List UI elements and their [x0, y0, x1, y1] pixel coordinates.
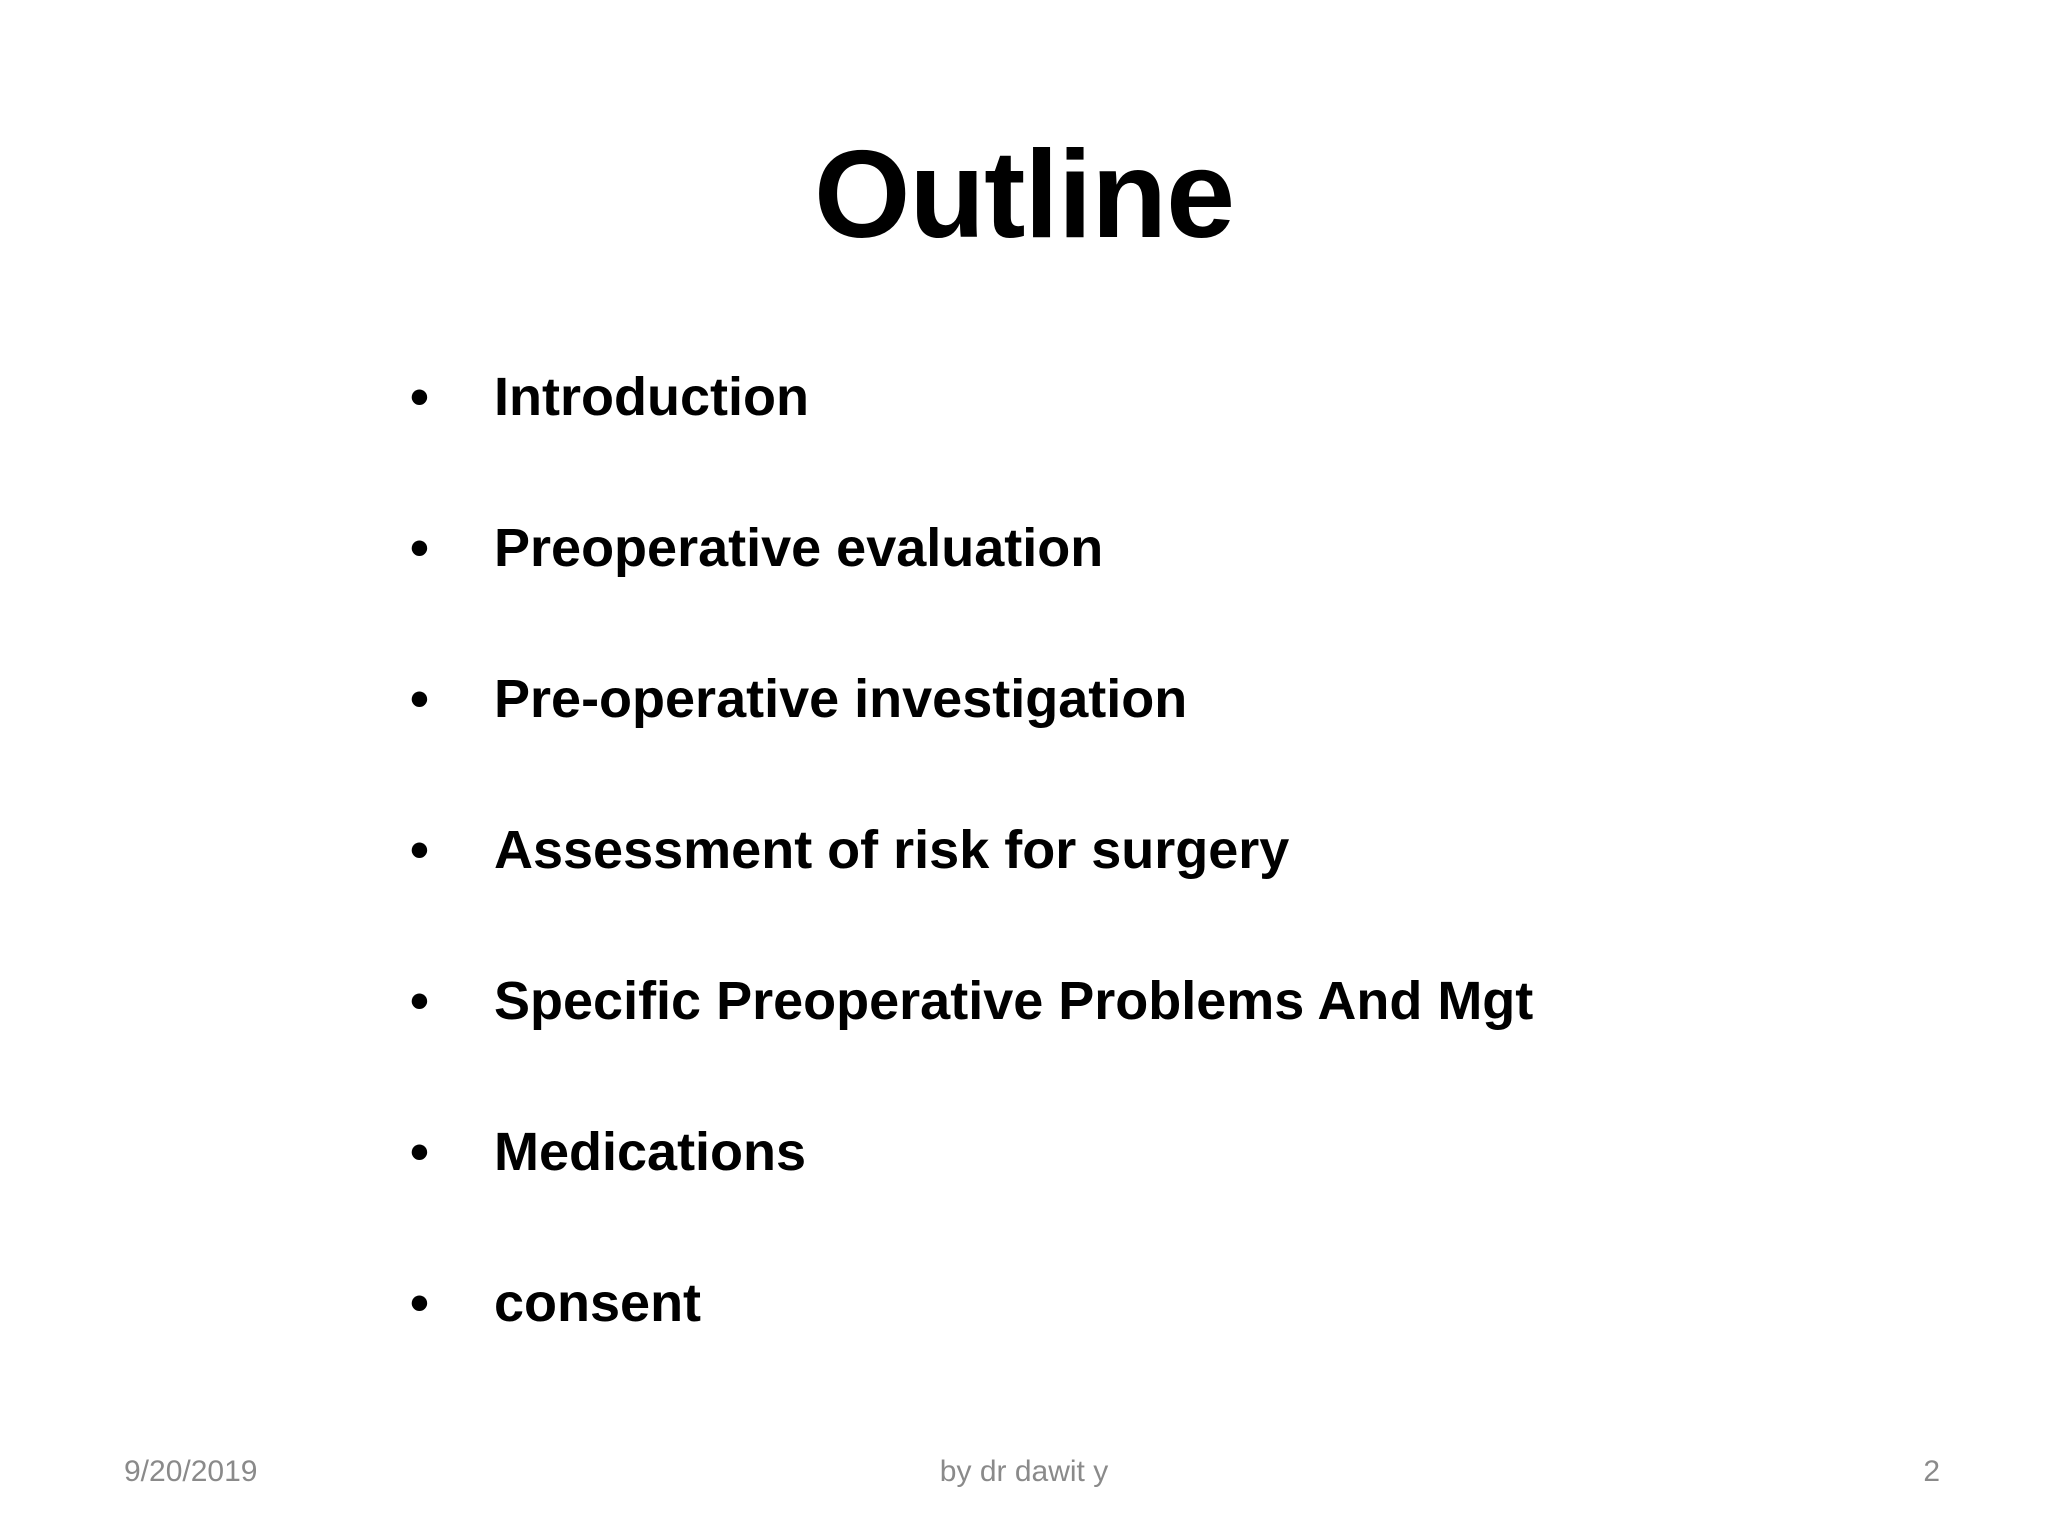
- bullet-text: Introduction: [494, 367, 809, 427]
- bullet-text: Assessment of risk for surgery: [494, 820, 1290, 880]
- bullet-dot-icon: •: [410, 669, 429, 729]
- bullet-text: consent: [494, 1273, 702, 1333]
- bullet-text: Preoperative evaluation: [494, 518, 1104, 578]
- bullet-item-risk-assessment: [410, 813, 1533, 964]
- bullet-dot-icon: •: [410, 820, 429, 880]
- bullet-item-specific-problems: [410, 964, 1533, 1115]
- slide-title: Outline: [813, 126, 1235, 264]
- bullet-item-preoperative-investigation: [410, 662, 1533, 813]
- bullet-list: [410, 360, 1533, 1417]
- footer-page-number: 2: [1923, 1455, 1940, 1488]
- bullet-text: Pre-operative investigation: [494, 669, 1188, 729]
- footer-author: by dr dawit y: [939, 1455, 1109, 1488]
- bullet-dot-icon: •: [410, 971, 429, 1031]
- bullet-item-consent: [410, 1266, 1533, 1417]
- footer-date: 9/20/2019: [124, 1455, 258, 1488]
- bullet-item-introduction: [410, 360, 1533, 511]
- bullet-item-preoperative-evaluation: [410, 511, 1533, 662]
- bullet-text: Specific Preoperative Problems And Mgt: [494, 971, 1534, 1031]
- bullet-dot-icon: •: [410, 367, 429, 427]
- bullet-item-medications: [410, 1115, 1533, 1266]
- bullet-text: Medications: [494, 1122, 807, 1182]
- bullet-dot-icon: •: [410, 1273, 429, 1333]
- bullet-dot-icon: •: [410, 518, 429, 578]
- bullet-dot-icon: •: [410, 1122, 429, 1182]
